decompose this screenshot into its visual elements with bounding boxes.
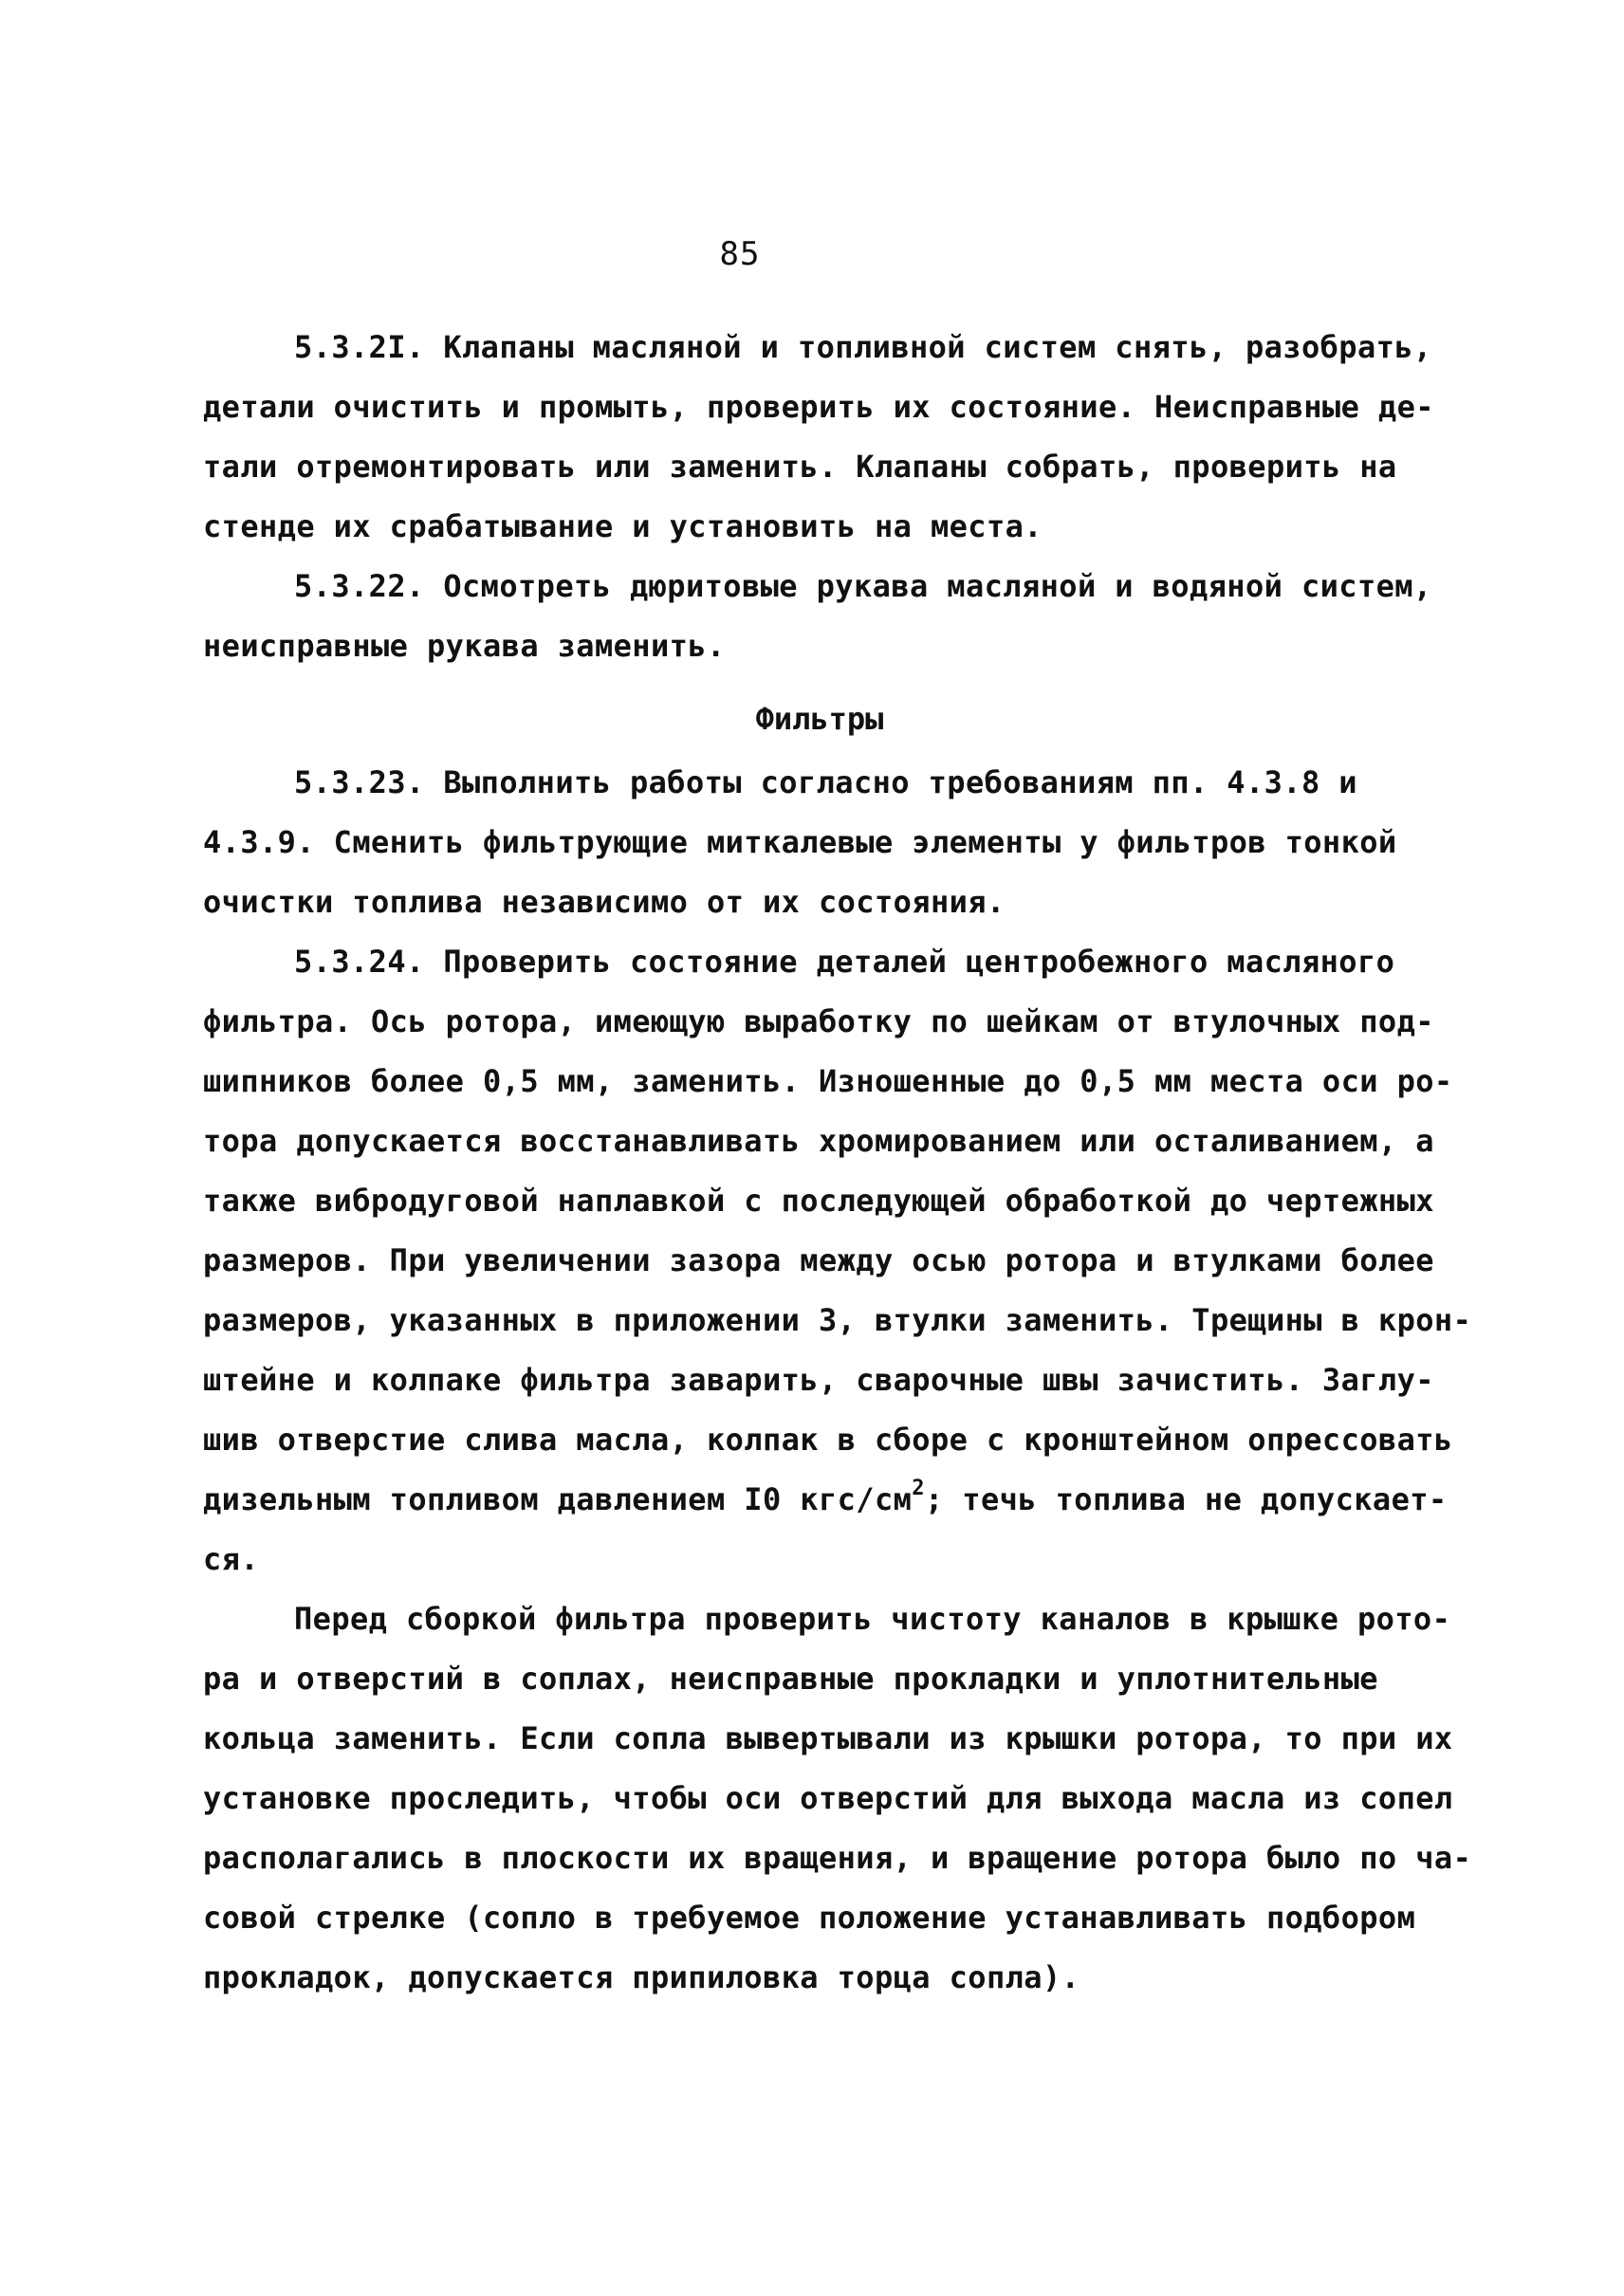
text-fragment: ; течь топлива не допускает-: [924, 1481, 1448, 1517]
paragraph-5-3-21: [203, 318, 1474, 557]
text-line: размеров, указанных в приложении 3, втулки заменить. Трещины в крон-: [203, 1302, 1472, 1338]
text-line: совой стрелке (сопло в требуемое положение устанавливать подбором: [203, 1900, 1416, 1936]
text-line: очистки топлива независимо от их состояния.: [203, 884, 1006, 920]
superscript: 2: [912, 1477, 925, 1501]
text-line: стенде их срабатывание и установить на места.: [203, 508, 1043, 544]
text-line: ра и отверстий в соплах, неисправные прокладки и уплотнительные: [203, 1661, 1378, 1697]
text-line: располагались в плоскости их вращения, и вращение ротора было по ча-: [203, 1840, 1472, 1876]
section-heading: Фильтры: [755, 701, 884, 737]
text-line: тали отремонтировать или заменить. Клапаны собрать, проверить на: [203, 449, 1397, 485]
text-line: установке проследить, чтобы оси отверстий для выхода масла из сопел: [203, 1780, 1453, 1816]
text-line: штейне и колпаке фильтра заварить, сварочные швы зачистить. Заглу-: [203, 1362, 1434, 1398]
text-line: шив отверстие слива масла, колпак в сборе с кронштейном опрессовать: [203, 1422, 1453, 1458]
paragraph-5-3-23: [203, 753, 1474, 932]
text-line: кольца заменить. Если сопла вывертывали из крышки ротора, то при их: [203, 1720, 1453, 1756]
text-line: также вибродуговой наплавкой с последующей обработкой до чертежных: [203, 1183, 1434, 1219]
text-line: прокладок, допускается припиловка торца сопла).: [203, 1959, 1080, 1995]
text-line: 5.3.24. Проверить состояние деталей центробежного масляного: [294, 944, 1395, 980]
text-line: 5.3.2I. Клапаны масляной и топливной систем снять, разобрать,: [294, 329, 1432, 365]
text-line: фильтра. Ось ротора, имеющую выработку по шейкам от втулочных под-: [203, 1003, 1434, 1039]
body-text: [203, 318, 1474, 2008]
page-number: 85: [719, 235, 761, 273]
text-line: Перед сборкой фильтра проверить чистоту каналов в крышке рото-: [294, 1601, 1451, 1637]
text-line-with-superscript: [203, 1470, 1474, 1530]
paragraph-5-3-24: [203, 932, 1474, 1589]
text-line: неисправные рукава заменить.: [203, 628, 726, 664]
text-line: размеров. При увеличении зазора между осью ротора и втулками более: [203, 1242, 1434, 1278]
text-line: детали очистить и промыть, проверить их состояние. Неисправные де-: [203, 389, 1434, 425]
text-line: 5.3.22. Осмотреть дюритовые рукава масляной и водяной систем,: [294, 568, 1432, 604]
text-fragment: дизельным топливом давлением I0 кгс/см: [203, 1481, 913, 1517]
text-line: 4.3.9. Сменить фильтрующие миткалевые элементы у фильтров тонкой: [203, 824, 1397, 860]
text-line: 5.3.23. Выполнить работы согласно требованиям пп. 4.3.8 и: [294, 764, 1357, 800]
text-line: ся.: [203, 1541, 259, 1577]
paragraph-filter-assembly: [203, 1589, 1474, 2008]
text-line: тора допускается восстанавливать хромированием или осталиванием, а: [203, 1123, 1434, 1159]
paragraph-5-3-22: [203, 557, 1474, 676]
text-line: шипников более 0,5 мм, заменить. Изношенные до 0,5 мм места оси ро-: [203, 1063, 1453, 1099]
